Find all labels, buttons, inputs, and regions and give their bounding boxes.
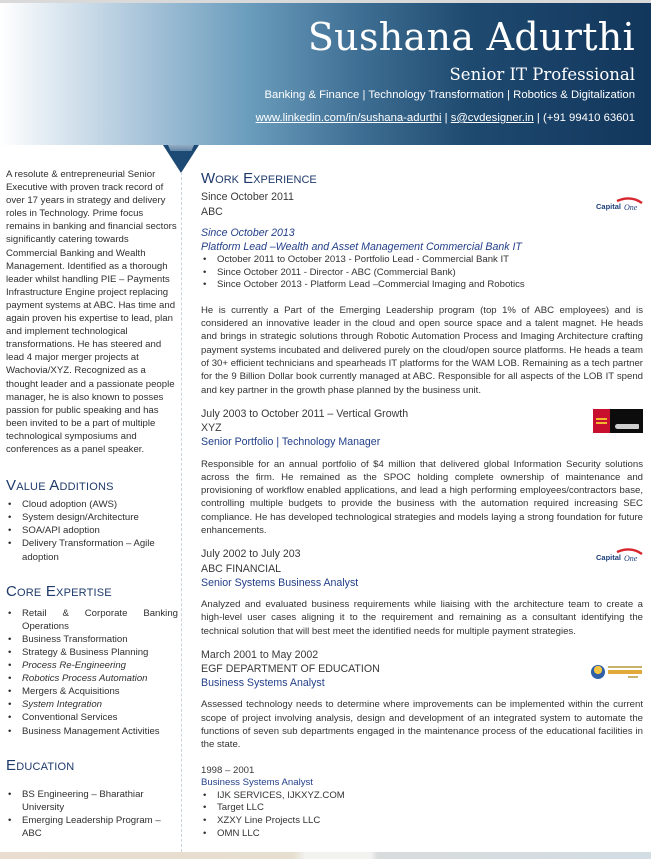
list-item: • System Integration (6, 698, 178, 711)
list-item: • Robotics Process Automation (6, 672, 178, 685)
value-additions-list (6, 498, 178, 563)
list-item: • IJK SERVICES, IJKXYZ.COM (201, 790, 643, 803)
job-company: EGF DEPARTMENT OF EDUCATION (201, 663, 380, 676)
job-period: July 2003 to October 2011 – Vertical Growth (201, 407, 409, 420)
list-item: • Since October 2013 - Platform Lead –Commercial Imaging and Robotics (201, 279, 643, 292)
list-item: • Process Re-Engineering (6, 659, 178, 672)
job-period: March 2001 to May 2002 (201, 648, 319, 661)
list-item: • Strategy & Business Planning (6, 646, 178, 659)
job-description: He is currently a Part of the Emerging Leadership program (top 1% of ABC employees) and is considered an innovative leader in the cloud and open source space and a talent magnet. He heads and brings in strategic solutions through Robotic Automation Process and Imaging Architecture crafting payment systems incubated and delivered purely on the cloud/open source platforms. He heads a team of 30+ efficient technicians and spearheads IT platforms for the WAM LOB. Remaining as a tech partner for the 9 Billion Dollar book currently managed at ABC. Responsible for all aspects of the LOB IT spend and key partner in the growth phase planned by the business unit. (201, 304, 643, 396)
svg-text:Capital: Capital (596, 553, 622, 563)
wells-fargo-logo (593, 409, 643, 433)
email-link[interactable]: s@cvdesigner.in (450, 112, 534, 124)
job-period: July 2002 to July 203 (201, 548, 301, 561)
job-period: Since October 2011 (201, 191, 294, 204)
contact-line (256, 112, 635, 124)
list-item: • Business Management Activities (6, 725, 178, 738)
value-additions-title: Value Additions (6, 477, 114, 495)
phone-number: (+91 99410 63601 (542, 112, 635, 124)
left-column (6, 168, 178, 840)
list-item: • System design/Architecture (6, 511, 178, 524)
job-entry (201, 407, 643, 537)
list-item: • Conventional Services (6, 711, 178, 724)
list-item: • Retail & Corporate Banking Operations (6, 607, 178, 633)
footer-band (0, 852, 651, 859)
job-entry (201, 190, 643, 397)
education-title: Education (6, 756, 75, 774)
profile-summary: A resolute & entrepreneurial Senior Executive with proven track record of over 17 years in strategy and delivery roles in Technology. Prime focus remains in banking and financial sectors significantly catering towards Commercial Banking and Wealth Management. Identified as a thorough leader whilst handling PIE – Payments Infrastructure Engine project replacing payment systems at ABC. Has time and again proven his expertise to lead, plan and implement technological transformations. He has steered and lead 4 major merger projects at Wachovia/XYZ. Recognized as a thought leader and a passionate people manager, he is also known to posses passion for public speaking and has been invited to be a part of multiple technological symposiums and conferences as a panel speaker. (6, 169, 177, 455)
job-description: Assessed technology needs to determine where improvements can be implemented within the current scope of project involving analysis, design and development of an integrated system to automate the functions of seven sub departments engaged in the maintenance process of the educational facilities in the state. (201, 699, 643, 751)
list-item: • SOA/API adoption (6, 524, 178, 537)
job-position: Business Systems Analyst (201, 677, 325, 690)
list-item: • BS Engineering – Bharathiar University (6, 788, 178, 814)
job-company: ABC (201, 205, 223, 218)
list-item: • Since October 2011 - Director - ABC (Commercial Bank) (201, 267, 643, 280)
job-subperiod: Since October 2013 (201, 226, 295, 239)
job-entry (201, 648, 643, 752)
list-item: • OMN LLC (201, 828, 643, 841)
list-item: • Delivery Transformation – Agile adoption (6, 537, 178, 563)
candidate-tagline: Banking & Finance | Technology Transformation | Robotics & Digitalization (264, 89, 635, 101)
department-of-education-logo (591, 662, 643, 682)
education-list (6, 788, 178, 840)
list-item: • Emerging Leadership Program – ABC (6, 814, 178, 840)
capital-one-logo (595, 547, 643, 565)
core-expertise-title: Core Expertise (6, 582, 112, 600)
list-item: • XZXY Line Projects LLC (201, 815, 643, 828)
job-description: Responsible for an annual portfolio of $4 million that delivered global Information Security solutions across the firm. He remained as the SPOC holding complete ownership of maintenance and provisioning of workflow enabled applications, and lead a high performing employees/contractors base, controlling multiple budgets to provide the business with the automation required increasing SEC compliance. He has developed technological strategies and models laying a strong foundation for future enhancements. (201, 458, 643, 537)
resume-header (0, 3, 651, 145)
header-pointer-shade (168, 145, 194, 151)
job-position: Senior Portfolio | Technology Manager (201, 436, 381, 449)
svg-text:One: One (624, 203, 638, 213)
job-description: Analyzed and evaluated business requirements while liaising with the architecture team to create a high-level user cases aligning it to the requirement and remaining as a consultant identifying the technical solution that will best meet the identified needs for multiple payment strategies. (201, 598, 643, 637)
job-period: 1998 – 2001 (201, 764, 255, 776)
separator: | (536, 112, 540, 124)
list-item: • Business Transformation (6, 633, 178, 646)
core-expertise-list (6, 607, 178, 738)
candidate-role: Senior IT Professional (449, 65, 635, 84)
list-item: • Mergers & Acquisitions (6, 685, 178, 698)
capital-one-logo (595, 196, 643, 214)
svg-text:Capital: Capital (596, 202, 622, 212)
linkedin-link[interactable]: www.linkedin.com/in/sushana-adurthi (255, 112, 442, 124)
svg-text:One: One (624, 554, 638, 564)
job-position: Senior Systems Business Analyst (201, 576, 359, 589)
job-bullets (201, 254, 643, 292)
job-bullets (201, 790, 643, 840)
job-entry (201, 547, 643, 638)
list-item: • Target LLC (201, 802, 643, 815)
job-position: Platform Lead –Wealth and Asset Management Commercial Bank IT (201, 240, 522, 253)
job-position: Business Systems Analyst (201, 777, 313, 789)
column-divider (181, 172, 182, 852)
list-item: • October 2011 to October 2013 - Portfolio Lead - Commercial Bank IT (201, 254, 643, 267)
job-entry (201, 765, 643, 841)
list-item: • Cloud adoption (AWS) (6, 498, 178, 511)
candidate-name: Sushana Adurthi (307, 15, 635, 59)
job-company: ABC FINANCIAL (201, 562, 282, 575)
job-company: XYZ (201, 422, 222, 435)
separator: | (444, 112, 448, 124)
work-experience-title: Work Experience (201, 170, 317, 187)
work-experience-column (201, 172, 643, 840)
